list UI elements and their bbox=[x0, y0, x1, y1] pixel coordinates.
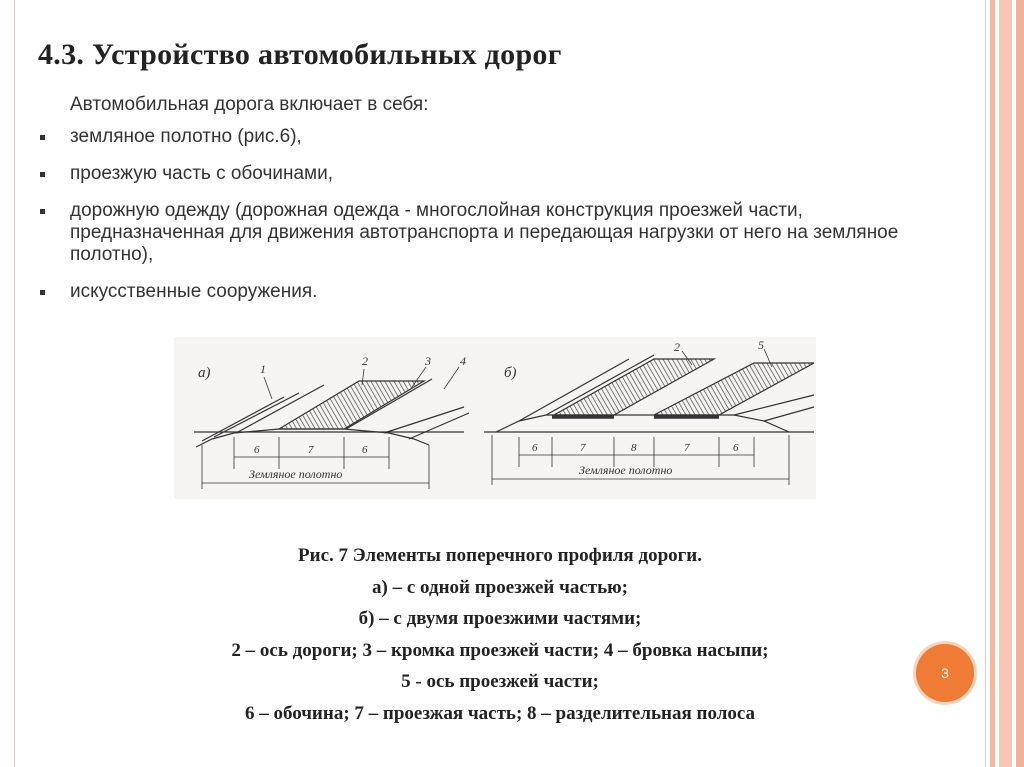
callout-b-2: 2 bbox=[674, 340, 680, 354]
dim-b-6-left: 6 bbox=[532, 442, 538, 454]
base-label-a: Земляное полотно bbox=[249, 467, 343, 481]
dim-b-7-left: 7 bbox=[580, 442, 586, 454]
panel-b-drawing bbox=[484, 338, 814, 485]
road-profile-figure bbox=[174, 337, 816, 499]
dim-a-6-right: 6 bbox=[362, 444, 368, 456]
callout-b-5: 5 bbox=[758, 338, 764, 352]
decorative-side-stripes bbox=[986, 0, 1024, 767]
bullet-text: дорожную одежду (дорожная одежда - многослойная конструкция проезжей части, предназначенная для движения автотранспорта и передающая нагрузки от него на земляное полотно), bbox=[70, 200, 899, 265]
bullet-list bbox=[38, 126, 928, 318]
caption-line: б) – с двумя проезжими частями; bbox=[358, 608, 642, 629]
bullet-icon bbox=[40, 290, 45, 295]
bullet-icon bbox=[40, 209, 45, 214]
dim-b-7-right: 7 bbox=[684, 442, 690, 454]
bullet-icon bbox=[40, 135, 45, 140]
callout-a-4: 4 bbox=[460, 354, 466, 368]
dim-b-8: 8 bbox=[631, 442, 637, 454]
caption-line: 2 – ось дороги; 3 – кромка проезжей части; 4 – бровка насыпи; bbox=[231, 639, 769, 661]
bullet-text: проезжую часть с обочинами, bbox=[70, 163, 333, 184]
list-item bbox=[38, 126, 928, 148]
caption-line: 6 – обочина; 7 – проезжая часть; 8 – разделительная полоса bbox=[244, 702, 756, 724]
dim-b-6-right: 6 bbox=[733, 442, 739, 454]
caption-line: а) – с одной проезжей частью; bbox=[372, 576, 628, 598]
bullet-text: земляное полотно (рис.6), bbox=[70, 126, 302, 147]
page-number-badge: 3 bbox=[916, 644, 974, 702]
panel-b-label: б) bbox=[504, 365, 517, 381]
list-item bbox=[38, 281, 928, 303]
dim-a-7: 7 bbox=[308, 444, 314, 456]
dim-a-6-left: 6 bbox=[254, 444, 260, 456]
base-label-b: Земляное полотно bbox=[579, 463, 673, 477]
caption-line: Рис. 7 Элементы поперечного профиля дороги. bbox=[298, 545, 702, 566]
panel-a-label: а) bbox=[198, 365, 211, 381]
slide-title: 4.3. Устройство автомобильных дорог bbox=[38, 38, 562, 71]
list-item bbox=[38, 163, 928, 185]
bullet-icon bbox=[40, 172, 45, 177]
list-item bbox=[38, 200, 928, 266]
bullet-text: искусственные сооружения. bbox=[70, 281, 318, 302]
panel-a-drawing bbox=[194, 354, 469, 489]
figure-caption bbox=[60, 540, 940, 729]
callout-a-1: 1 bbox=[260, 362, 266, 376]
intro-text: Автомобильная дорога включает в себя: bbox=[70, 94, 429, 115]
callout-a-2: 2 bbox=[362, 354, 368, 368]
caption-line: 5 - ось проезжей части; bbox=[401, 671, 599, 692]
callout-a-3: 3 bbox=[425, 354, 431, 368]
